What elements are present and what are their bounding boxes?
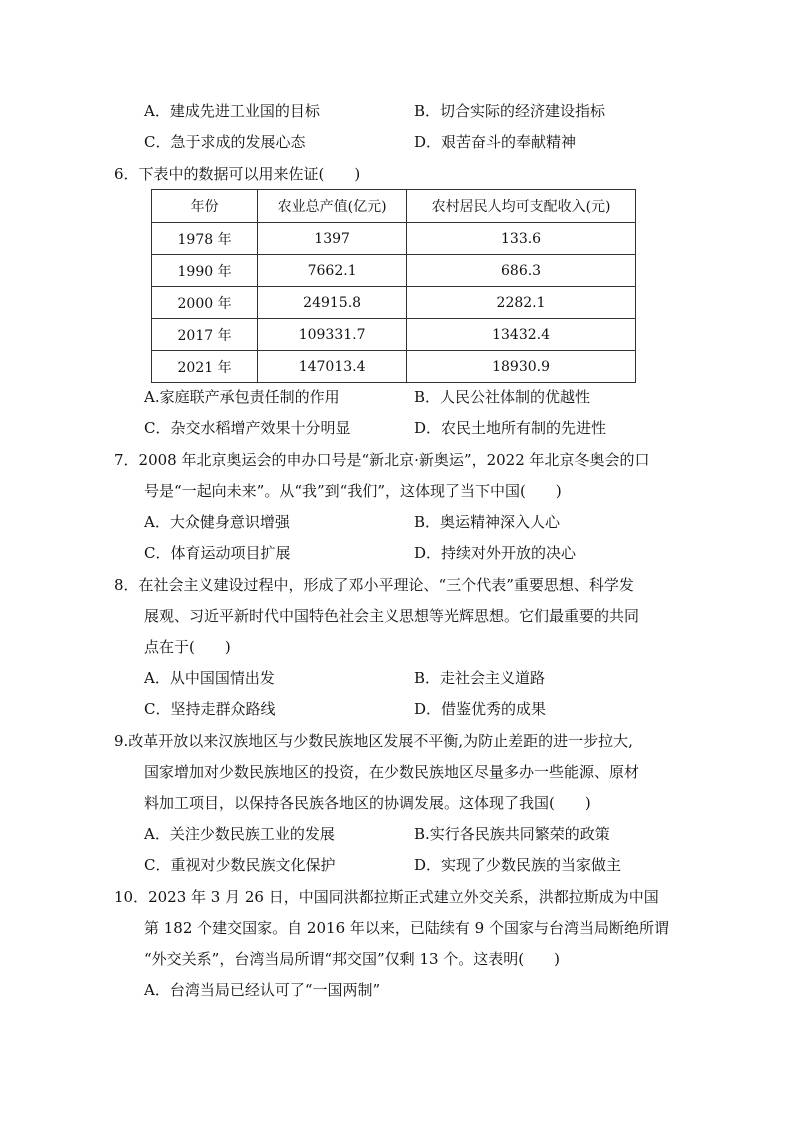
q6-option-a[interactable]: A.家庭联产承包责任制的作用: [144, 388, 340, 406]
q9-stem-line-1: 9.改革开放以来汉族地区与少数民族地区发展不平衡,为防止差距的进一步拉大,: [114, 732, 633, 750]
table-cell-year: 1990 年: [152, 255, 258, 287]
q10-option-a[interactable]: A．台湾当局已经认可了“一国两制”: [144, 981, 381, 999]
q10-stem-line-1: 10．2023 年 3 月 26 日，中国同洪都拉斯正式建立外交关系，洪都拉斯成为中国: [114, 888, 659, 906]
table-row: [152, 223, 636, 255]
q6-stem: 6．下表中的数据可以用来佐证( ): [114, 165, 361, 183]
table-cell-year: 2021 年: [152, 351, 258, 383]
q8-option-b[interactable]: B．走社会主义道路: [414, 669, 546, 687]
q10-stem-line-2: 第 182 个建交国家。自 2016 年以来，已陆续有 9 个国家与台湾当局断绝所谓: [144, 919, 669, 937]
q7-stem-line-2: 号是“一起向未来”。从“我”到“我们”，这体现了当下中国( ): [144, 482, 562, 500]
q8-option-d[interactable]: D．借鉴优秀的成果: [414, 700, 547, 718]
q5-option-a[interactable]: A．建成先进工业国的目标: [144, 102, 320, 120]
q6-option-c[interactable]: C．杂交水稻增产效果十分明显: [144, 419, 351, 437]
table-cell-year: 2017 年: [152, 319, 258, 351]
table-header-rural-income: 农村居民人均可支配收入(元): [407, 190, 636, 223]
q10-stem-line-3: “外交关系”，台湾当局所谓“邦交国”仅剩 13 个。这表明( ): [144, 950, 561, 968]
table-cell-rural-income: 133.6: [407, 223, 636, 255]
table-row: [152, 287, 636, 319]
table-cell-year: 2000 年: [152, 287, 258, 319]
table-row: [152, 255, 636, 287]
q6-option-d[interactable]: D．农民土地所有制的先进性: [414, 419, 607, 437]
table-cell-rural-income: 13432.4: [407, 319, 636, 351]
q9-stem-line-2: 国家增加对少数民族地区的投资，在少数民族地区尽量多办一些能源、原材: [144, 763, 640, 781]
table-cell-agri-output: 147013.4: [258, 351, 407, 383]
q7-option-a[interactable]: A．大众健身意识增强: [144, 513, 290, 531]
q9-option-b[interactable]: B.实行各民族共同繁荣的政策: [414, 825, 610, 843]
q9-option-c[interactable]: C．重视对少数民族文化保护: [144, 856, 336, 874]
table-cell-agri-output: 7662.1: [258, 255, 407, 287]
table-cell-agri-output: 109331.7: [258, 319, 407, 351]
q6-data-table: [151, 189, 636, 383]
q5-option-d[interactable]: D．艰苦奋斗的奉献精神: [414, 133, 577, 151]
q5-option-c[interactable]: C．急于求成的发展心态: [144, 133, 306, 151]
q7-option-c[interactable]: C．体育运动项目扩展: [144, 544, 291, 562]
q7-stem-line-1: 7．2008 年北京奥运会的申办口号是“新北京·新奥运”，2022 年北京冬奥会的口: [114, 451, 650, 469]
q7-option-b[interactable]: B．奥运精神深入人心: [414, 513, 561, 531]
q9-stem-line-3: 料加工项目，以保持各民族各地区的协调发展。这体现了我国( ): [144, 794, 591, 812]
q6-option-b[interactable]: B．人民公社体制的优越性: [414, 388, 591, 406]
table-cell-agri-output: 24915.8: [258, 287, 407, 319]
table-cell-rural-income: 2282.1: [407, 287, 636, 319]
table-row: [152, 319, 636, 351]
table-cell-rural-income: 686.3: [407, 255, 636, 287]
table-cell-year: 1978 年: [152, 223, 258, 255]
table-cell-rural-income: 18930.9: [407, 351, 636, 383]
table-header-year: 年份: [152, 190, 258, 223]
q9-option-d[interactable]: D．实现了少数民族的当家做主: [414, 856, 622, 874]
table-cell-agri-output: 1397: [258, 223, 407, 255]
q8-stem-line-1: 8．在社会主义建设过程中，形成了邓小平理论、“三个代表”重要思想、科学发: [114, 576, 634, 594]
table-row: [152, 351, 636, 383]
q8-stem-line-3: 点在于( ): [144, 638, 231, 656]
q9-option-a[interactable]: A．关注少数民族工业的发展: [144, 825, 335, 843]
q7-option-d[interactable]: D．持续对外开放的决心: [414, 544, 577, 562]
table-header-row: [152, 190, 636, 223]
q8-option-a[interactable]: A．从中国国情出发: [144, 669, 275, 687]
q5-option-b[interactable]: B．切合实际的经济建设指标: [414, 102, 606, 120]
table-header-agri-output: 农业总产值(亿元): [258, 190, 407, 223]
q8-stem-line-2: 展观、习近平新时代中国特色社会主义思想等光辉思想。它们最重要的共同: [144, 607, 640, 625]
q8-option-c[interactable]: C．坚持走群众路线: [144, 700, 276, 718]
